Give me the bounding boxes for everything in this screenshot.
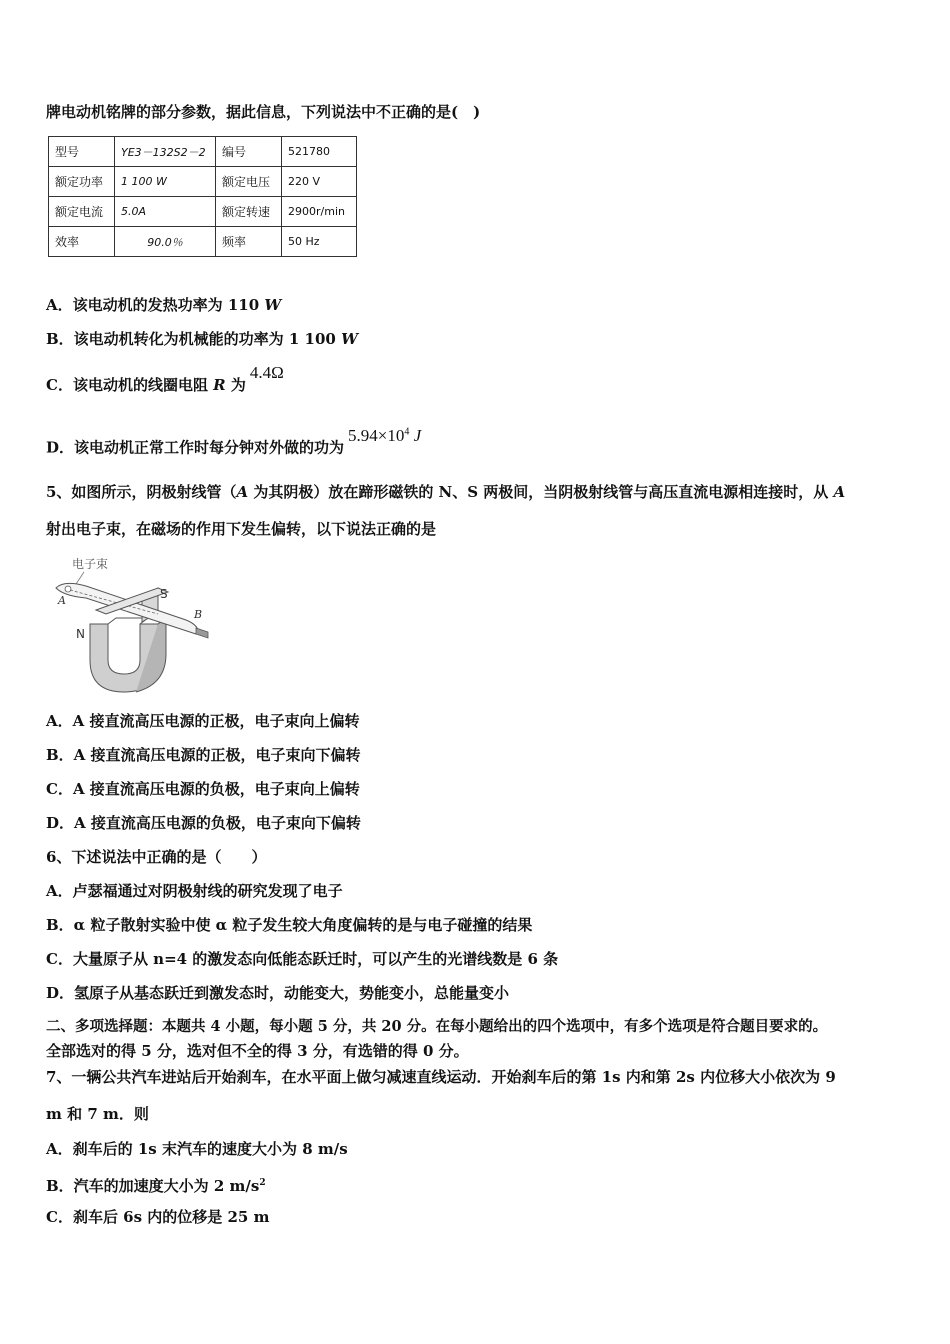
table-cell: 额定功率: [49, 167, 115, 197]
resistance-formula: 4.4Ω: [249, 363, 284, 382]
table-cell: 1 100 W: [115, 167, 216, 197]
q5-option-a: A．A 接直流高压电源的正极，电子束向上偏转: [46, 712, 360, 730]
n-pole-label: N: [76, 627, 85, 641]
unit: W: [264, 296, 282, 314]
q4-option-a: [46, 295, 281, 315]
a-label: A: [58, 594, 66, 607]
b-label: B: [194, 608, 203, 621]
option-text: 为: [225, 376, 246, 394]
q4-option-d: [46, 425, 422, 458]
stem-text: 5、如图所示，阴极射线管（: [46, 483, 237, 501]
table-row: [49, 227, 357, 257]
s-pole-label: S: [160, 587, 168, 601]
q6-stem: 6、下述说法中正确的是（ ）: [46, 848, 267, 866]
table-cell: 2900r/min: [282, 197, 357, 227]
option-text: B．该电动机转化为机械能的功率为 1 100: [46, 330, 342, 348]
table-row: [49, 137, 357, 167]
q5-stem-line1: [46, 482, 845, 502]
q4-intro: 牌电动机铭牌的部分参数，据此信息，下列说法中不正确的是( ): [46, 103, 481, 121]
table-row: [49, 167, 357, 197]
work-formula: [348, 426, 421, 445]
table-cell: 额定电流: [49, 197, 115, 227]
option-text: D．该电动机正常工作时每分钟对外做的功为: [46, 438, 345, 457]
variable: A: [833, 483, 846, 501]
q6-option-b: B．α 粒子散射实验中使 α 粒子发生较大角度偏转的是与电子碰撞的结果: [46, 916, 533, 934]
superscript: 2: [259, 1178, 266, 1188]
table-cell: 5.0A: [115, 197, 216, 227]
formula-unit: J: [413, 425, 422, 445]
q6-option-d: D．氢原子从基态跃迁到激发态时，动能变大，势能变小，总能量变小: [46, 984, 510, 1002]
stem-text: 为其阴极）放在蹄形磁铁的 N、S 两极间，当阴极射线管与高压直流电源相连接时，从: [248, 483, 834, 501]
q4-option-c: [46, 363, 284, 395]
table-cell: 521780: [282, 137, 357, 167]
cathode-ray-tube-figure: [46, 552, 216, 694]
q5-stem-line2: 射出电子束，在磁场的作用下发生偏转，以下说法正确的是: [46, 520, 437, 538]
q7-option-c: C．刹车后 6s 内的位移是 25 m: [46, 1208, 270, 1226]
q6-option-a: A．卢瑟福通过对阴极射线的研究发现了电子: [46, 882, 343, 900]
q7-stem-line1: 7、一辆公共汽车进站后开始刹车，在水平面上做匀减速直线运动．开始刹车后的第 1s 内和第 2s 内位移大小依次为 9: [46, 1068, 836, 1086]
q5-option-c: C．A 接直流高压电源的负极，电子束向上偏转: [46, 780, 360, 798]
table-cell: 220 V: [282, 167, 357, 197]
option-text: C．该电动机的线圈电阻: [46, 376, 214, 394]
table-cell: 编号: [216, 137, 282, 167]
q6-option-c: C．大量原子从 n=4 的激发态向低能态跃迁时，可以产生的光谱线数是 6 条: [46, 950, 559, 968]
q7-option-a: A．刹车后的 1s 末汽车的速度大小为 8 m/s: [46, 1140, 348, 1158]
q7-stem-line2: m 和 7 m．则: [46, 1105, 149, 1123]
table-cell: 效率: [49, 227, 115, 257]
q5-option-d: D．A 接直流高压电源的负极，电子束向下偏转: [46, 814, 361, 832]
q7-option-b: [46, 1173, 266, 1196]
table-cell: 额定电压: [216, 167, 282, 197]
q5-option-b: B．A 接直流高压电源的正极，电子束向下偏转: [46, 746, 361, 764]
section2-line2: 全部选对的得 5 分，选对但不全的得 3 分，有选错的得 0 分。: [46, 1042, 469, 1060]
option-text: A．该电动机的发热功率为 110: [46, 296, 265, 314]
motor-nameplate-table: [48, 136, 357, 257]
formula-exponent: 4: [404, 426, 410, 437]
table-cell: 频率: [216, 227, 282, 257]
table-row: [49, 197, 357, 227]
unit: W: [341, 330, 358, 348]
table-cell: 额定转速: [216, 197, 282, 227]
table-cell: 50 Hz: [282, 227, 357, 257]
option-text: B．汽车的加速度大小为 2 m/s: [46, 1177, 260, 1195]
variable: R: [213, 376, 226, 394]
beam-label: 电子束: [72, 557, 109, 571]
variable: A: [236, 483, 249, 501]
q4-option-b: [46, 329, 358, 349]
table-cell: YE3－132S2－2: [115, 137, 216, 167]
section2-line1: 二、多项选择题：本题共 4 小题，每小题 5 分，共 20 分。在每小题给出的四个选项中，有多个选项是符合题目要求的。: [46, 1018, 828, 1035]
table-cell: 90.0％: [115, 227, 216, 257]
table-cell: 型号: [49, 137, 115, 167]
formula-base: 5.94×10: [348, 425, 405, 445]
